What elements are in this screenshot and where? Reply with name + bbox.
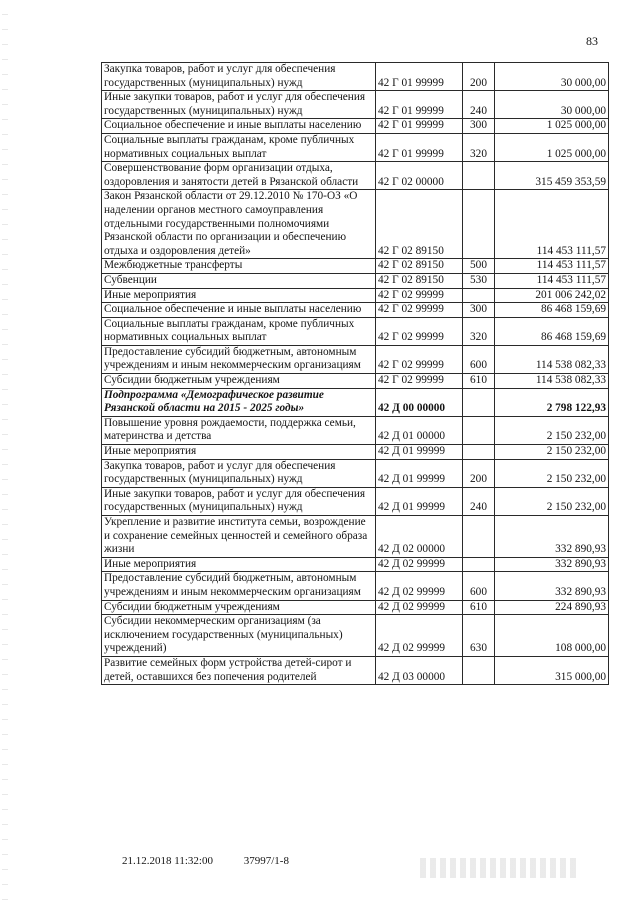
row-name: Субсидии бюджетным учреждениям (102, 374, 376, 389)
row-type: 320 (463, 317, 495, 345)
row-type: 240 (463, 91, 495, 119)
row-code: 42 Д 02 00000 (376, 516, 463, 558)
row-name: Иные закупки товаров, работ и услуг для обеспечения государственных (муниципальных) нужд (102, 487, 376, 515)
row-code: 42 Г 02 89150 (376, 259, 463, 274)
row-amount: 114 453 111,57 (495, 190, 609, 259)
footer-timestamp: 21.12.2018 11:32:00 (122, 855, 213, 867)
row-type: 320 (463, 133, 495, 161)
row-code: 42 Г 02 99999 (376, 374, 463, 389)
row-amount: 315 459 353,59 (495, 162, 609, 190)
row-type: 610 (463, 374, 495, 389)
row-name: Закон Рязанской области от 29.12.2010 № 170-ОЗ «О наделении органов местного самоуправления отдельными государственными полномочиями Рязанской области по организации и обеспечению отдыха и оздоровления детей» (102, 190, 376, 259)
row-amount: 2 150 232,00 (495, 459, 609, 487)
row-amount: 2 798 122,93 (495, 388, 609, 416)
row-code: 42 Г 01 99999 (376, 133, 463, 161)
row-type (463, 557, 495, 572)
row-amount: 332 890,93 (495, 557, 609, 572)
row-name: Предоставление субсидий бюджетным, автономным учреждениям и иным некоммерческим организациям (102, 572, 376, 600)
row-code: 42 Д 01 99999 (376, 445, 463, 460)
row-type: 200 (463, 459, 495, 487)
row-code: 42 Г 02 99999 (376, 345, 463, 373)
row-code: 42 Д 00 00000 (376, 388, 463, 416)
table-row (102, 388, 609, 416)
row-code: 42 Д 01 00000 (376, 416, 463, 444)
row-code: 42 Г 01 99999 (376, 119, 463, 134)
row-amount: 114 538 082,33 (495, 374, 609, 389)
table-row (102, 615, 609, 657)
row-type (463, 416, 495, 444)
row-amount: 2 150 232,00 (495, 416, 609, 444)
table-row (102, 303, 609, 318)
row-name: Предоставление субсидий бюджетным, автономным учреждениям и иным некоммерческим организациям (102, 345, 376, 373)
row-name: Межбюджетные трансферты (102, 259, 376, 274)
row-type (463, 445, 495, 460)
row-name: Совершенствование форм организации отдыха, оздоровления и занятости детей в Рязанской области (102, 162, 376, 190)
table-row (102, 91, 609, 119)
row-code: 42 Д 02 99999 (376, 557, 463, 572)
row-name: Социальное обеспечение и иные выплаты населению (102, 119, 376, 134)
row-code: 42 Д 01 99999 (376, 487, 463, 515)
row-name: Иные мероприятия (102, 557, 376, 572)
row-type (463, 288, 495, 303)
row-name: Субсидии некоммерческим организациям (за исключением государственных (муниципальных) учреждений) (102, 615, 376, 657)
table-row (102, 288, 609, 303)
table-row (102, 656, 609, 684)
row-name: Развитие семейных форм устройства детей-сирот и детей, оставшихся без попечения родителей (102, 656, 376, 684)
row-type: 600 (463, 345, 495, 373)
row-code: 42 Г 02 99999 (376, 303, 463, 318)
table-row (102, 445, 609, 460)
row-type: 200 (463, 63, 495, 91)
faded-stamp-artifact (420, 858, 580, 878)
row-type (463, 656, 495, 684)
row-type (463, 190, 495, 259)
row-name: Иные мероприятия (102, 288, 376, 303)
row-code: 42 Г 02 99999 (376, 317, 463, 345)
row-name: Социальные выплаты гражданам, кроме публичных нормативных социальных выплат (102, 133, 376, 161)
row-code: 42 Д 01 99999 (376, 459, 463, 487)
row-type: 630 (463, 615, 495, 657)
table-row (102, 345, 609, 373)
row-code: 42 Д 03 00000 (376, 656, 463, 684)
row-type: 530 (463, 273, 495, 288)
budget-table (101, 62, 609, 685)
row-amount: 332 890,93 (495, 516, 609, 558)
row-amount: 2 150 232,00 (495, 487, 609, 515)
table-row (102, 119, 609, 134)
row-amount: 30 000,00 (495, 63, 609, 91)
row-name: Повышение уровня рождаемости, поддержка семьи, материнства и детства (102, 416, 376, 444)
row-amount: 114 453 111,57 (495, 259, 609, 274)
row-name: Субсидии бюджетным учреждениям (102, 600, 376, 615)
row-name: Укрепление и развитие института семьи, возрождение и сохранение семейных ценностей и семейного образа жизни (102, 516, 376, 558)
table-row (102, 516, 609, 558)
table-row (102, 190, 609, 259)
table-row (102, 162, 609, 190)
row-type: 610 (463, 600, 495, 615)
row-type: 500 (463, 259, 495, 274)
table-row (102, 557, 609, 572)
table-row (102, 572, 609, 600)
row-code: 42 Г 02 99999 (376, 288, 463, 303)
table-row (102, 259, 609, 274)
row-amount: 30 000,00 (495, 91, 609, 119)
scan-edge-artifact (2, 0, 8, 905)
row-amount: 108 000,00 (495, 615, 609, 657)
row-amount: 86 468 159,69 (495, 317, 609, 345)
row-name: Иные закупки товаров, работ и услуг для обеспечения государственных (муниципальных) нужд (102, 91, 376, 119)
row-name: Иные мероприятия (102, 445, 376, 460)
row-amount: 114 453 111,57 (495, 273, 609, 288)
table-row (102, 273, 609, 288)
page-number: 83 (586, 34, 598, 48)
table-row (102, 459, 609, 487)
row-amount: 86 468 159,69 (495, 303, 609, 318)
row-code: 42 Г 02 89150 (376, 190, 463, 259)
row-type (463, 516, 495, 558)
row-code: 42 Г 01 99999 (376, 91, 463, 119)
row-type: 300 (463, 303, 495, 318)
table-row (102, 63, 609, 91)
row-amount: 224 890,93 (495, 600, 609, 615)
row-amount: 1 025 000,00 (495, 119, 609, 134)
table-row (102, 374, 609, 389)
row-code: 42 Г 02 89150 (376, 273, 463, 288)
row-name: Закупка товаров, работ и услуг для обеспечения государственных (муниципальных) нужд (102, 459, 376, 487)
row-type: 300 (463, 119, 495, 134)
row-code: 42 Д 02 99999 (376, 615, 463, 657)
footer-document-id: 37997/1-8 (243, 855, 289, 867)
row-name: Закупка товаров, работ и услуг для обеспечения государственных (муниципальных) нужд (102, 63, 376, 91)
row-code: 42 Г 02 00000 (376, 162, 463, 190)
row-amount: 2 150 232,00 (495, 445, 609, 460)
row-code: 42 Г 01 99999 (376, 63, 463, 91)
table-row (102, 133, 609, 161)
row-name: Подпрограмма «Демографическое развитие Рязанской области на 2015 - 2025 годы» (102, 388, 376, 416)
row-amount: 332 890,93 (495, 572, 609, 600)
table-row (102, 487, 609, 515)
row-amount: 201 006 242,02 (495, 288, 609, 303)
row-amount: 114 538 082,33 (495, 345, 609, 373)
row-amount: 1 025 000,00 (495, 133, 609, 161)
row-name: Социальное обеспечение и иные выплаты населению (102, 303, 376, 318)
row-type: 240 (463, 487, 495, 515)
row-amount: 315 000,00 (495, 656, 609, 684)
row-name: Субвенции (102, 273, 376, 288)
table-row (102, 600, 609, 615)
row-type (463, 388, 495, 416)
row-name: Социальные выплаты гражданам, кроме публичных нормативных социальных выплат (102, 317, 376, 345)
footer (122, 855, 317, 867)
row-type: 600 (463, 572, 495, 600)
row-code: 42 Д 02 99999 (376, 572, 463, 600)
table-row (102, 416, 609, 444)
table-row (102, 317, 609, 345)
row-code: 42 Д 02 99999 (376, 600, 463, 615)
row-type (463, 162, 495, 190)
